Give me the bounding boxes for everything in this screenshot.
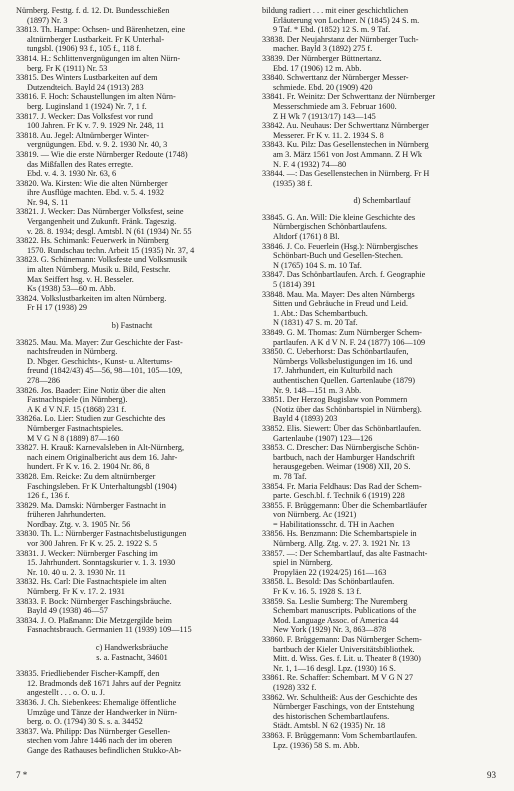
entry-line: spiel in Nürnberg. xyxy=(273,558,333,568)
entry-line: Z H Wk 7 (1913/17) 143—145 xyxy=(273,111,376,121)
entry-line: 33821. J. Wecker: Das Nürnberger Volksfest, seine xyxy=(16,207,184,217)
entry-line: stechen vom Jahre 1446 nach der im oberen xyxy=(27,736,173,746)
entry-line: Nr. 1, 1—16 desgl. Lpz. (1930) 16 S. xyxy=(273,663,396,673)
entry-line: Altdorf (1761) 8 Bl. xyxy=(273,232,340,242)
entry-line: 278—286 xyxy=(27,375,60,385)
entry-line: N. F. 4 (1932) 74—80 xyxy=(273,159,347,169)
bibliography-entry xyxy=(262,270,502,289)
entry-line: (1897) Nr. 3 xyxy=(27,15,68,25)
entry-line: das Mißfallen des Rates erregte. xyxy=(27,159,134,169)
entry-line: bildung radiert . . . mit einer geschichtlichen xyxy=(262,6,409,15)
entry-line: Fr H 17 (1938) 29 xyxy=(27,303,88,313)
bibliography-entry xyxy=(262,6,502,35)
bibliography-entry xyxy=(262,482,502,501)
entry-line: Nürnberger Faschings, von der Entstehung xyxy=(273,702,415,712)
entry-line: 33848. Mau. Ma. Mayer: Des alten Nürnbergs xyxy=(262,289,415,299)
bibliography-entry xyxy=(262,443,502,481)
entry-line: 33863. F. Brüggemann: Vom Schembartlaufen. xyxy=(262,730,418,740)
entry-line: 33861. Re. Schaffer: Schembart. M V G N 27 xyxy=(262,673,414,683)
entry-line: Vergangenheit und Zukunft. Fränk. Tageszig. xyxy=(27,217,177,227)
entry-line: von Nürnberg. Ac (1921) xyxy=(273,510,357,520)
entry-line: Nürnberger Fastnachtspieles. xyxy=(27,423,124,433)
bibliography-entry xyxy=(16,255,248,293)
entry-line: Mod. Language Assoc. of America 44 xyxy=(273,615,399,625)
entry-line: (1935) 38 f. xyxy=(273,178,313,188)
bibliography-entry xyxy=(262,169,502,188)
bibliography-entry xyxy=(262,395,502,424)
entry-line: 33827. H. Krauß: Karnevalsleben in Alt-Nürnberg, xyxy=(16,443,185,453)
entry-line: 33822. Hs. Schimank: Feuerwerk in Nürnberg xyxy=(16,236,169,246)
entry-line: bartbuch, nach der Hamburger Handschrift xyxy=(273,452,415,462)
bibliography-entry xyxy=(16,414,248,443)
entry-line: macher. Bayld 3 (1892) 275 f. xyxy=(273,44,373,54)
bibliography-entry xyxy=(16,669,248,698)
bibliography-entry xyxy=(16,179,248,208)
entry-line: 33860. F. Brüggemann: Das Nürnberger Schem- xyxy=(262,635,422,644)
bibliography-entry xyxy=(16,150,248,179)
entry-line: Faschingsleben. Fr K Unterhaltungsbl (1904) xyxy=(27,481,177,491)
bibliography-entry xyxy=(16,294,248,313)
bibliography-entry xyxy=(262,549,502,578)
entry-line: Gartenlaube (1907) 123—126 xyxy=(273,433,373,443)
entry-line: Bayld 4 (1893) 203 xyxy=(273,414,338,424)
bibliography-entry xyxy=(16,549,248,578)
entry-line: Umzüge und Tänze der Handwerker in Nürn- xyxy=(27,707,178,717)
entry-line: altnürnberger Lustbarkeit. Fr K Unterhal- xyxy=(27,34,165,44)
entry-line: = Habilitationsschr. d. TH in Aachen xyxy=(273,519,395,529)
bibliography-entry xyxy=(262,140,502,169)
entry-line: Nr. 9. 148—151 m. 3 Abb. xyxy=(273,385,362,395)
entry-line: 33844. —: Das Gesellenstechen in Nürnberg. Fr H xyxy=(262,169,430,179)
entry-line: Ebd. v. 4. 3. 1930 Nr. 63, 6 xyxy=(27,169,117,179)
entry-line: früheren Jahrhunderten. xyxy=(27,510,106,520)
entry-line: (Notiz über das Schönbartspiel in Nürnberg). xyxy=(273,404,422,414)
entry-line: berg. Luginsland 1 (1924) Nr. 7, 1 f. xyxy=(27,101,147,111)
bibliography-entry xyxy=(16,616,248,635)
entry-line: Ks (1938) 53—60 m. Abb. xyxy=(27,284,116,294)
entry-line: 33814. H.: Schlittenvergnügungen im alten Nürn- xyxy=(16,53,181,63)
entry-line: Nr. 94, S. 11 xyxy=(27,197,69,207)
entry-line: 33819. — Wie die erste Nürnberger Redoute (1748) xyxy=(16,149,188,159)
section-heading xyxy=(16,321,248,331)
entry-line: herausgegeben. Weimar (1908) XII, 20 S. xyxy=(273,462,411,472)
entry-line: Nürnbergischen Schönbartlaufens. xyxy=(273,222,387,232)
entry-line: freund (1842/43) 45—56, 98—101, 105—109, xyxy=(27,366,183,376)
entry-line: 33837. Wa. Philipp: Das Nürnberger Gesellen- xyxy=(16,726,171,736)
entry-line: angestellt . . . o. O. u. J. xyxy=(27,688,105,698)
entry-line: 33816. F. Hoch: Schaustellungen im alten Nürn- xyxy=(16,92,176,102)
entry-line: Sitten und Gebräuche in Freud und Leid. xyxy=(273,299,408,309)
entry-line: 100 Jahren. Fr K v. 7. 9. 1929 Nr. 248, 11 xyxy=(27,121,165,131)
entry-line: 33847. Das Schönbartlaufen. Arch. f. Geographie xyxy=(262,270,426,280)
entry-line: bartbuch der Kieler Universitätsbibliothek. xyxy=(273,644,415,654)
entry-line: 33835. Friedliebender Fischer-Kampff, den xyxy=(16,669,160,679)
entry-line: 33859. Sa. Leslie Sumberg: The Nuremberg xyxy=(262,596,408,606)
bibliography-entry xyxy=(16,727,248,756)
bibliography-entry xyxy=(262,731,502,750)
heading-line: s. a. Fastnacht, 34601 xyxy=(96,652,168,662)
entry-line: im alten Nürnberg. Musik u. Bild, Festschr. xyxy=(27,265,171,275)
bibliography-entry xyxy=(262,597,502,635)
entry-line: Nürnberg. Festtg. f. d. 12. Dt. Bundesschießen xyxy=(16,6,170,15)
bibliography-entry xyxy=(262,121,502,140)
entry-line: Nordbay. Ztg. v. 3. 1905 Nr. 56 xyxy=(27,519,131,529)
entry-line: 33823. G. Schünemann: Volksfeste und Volksmusik xyxy=(16,255,188,265)
bibliography-entry xyxy=(262,328,502,347)
entry-line: authentischen Quellen. Gartenlaube (1879) xyxy=(273,375,416,385)
entry-line: 17. Jahrhundert, ein Kulturbild nach xyxy=(273,366,393,376)
entry-line: 33854. Fr. Maria Feldhaus: Das Rad der Schem- xyxy=(262,481,422,491)
entry-line: 33832. Hs. Carl: Die Fastnachtspiele im alten xyxy=(16,577,167,587)
entry-line: 33826. Jos. Baader: Eine Notiz über die alten xyxy=(16,385,166,395)
entry-line: 1. Abt.: Das Schembartbuch. xyxy=(273,308,368,318)
bibliography-entry xyxy=(262,242,502,271)
bibliography-entry xyxy=(16,386,248,415)
bibliography-entry xyxy=(262,213,502,242)
entry-line: Fr K v. 16. 5. 1928 S. 13 f. xyxy=(273,587,362,597)
entry-line: 9 Taf. * Ebd. (1852) 12 S. m. 9 Taf. xyxy=(273,25,391,35)
entry-line: hundert. Fr K v. 16. 2. 1904 Nr. 86, 8 xyxy=(27,462,150,472)
bibliography-entry xyxy=(262,501,502,530)
entry-line: Bayld 49 (1938) 46—57 xyxy=(27,606,108,616)
bibliography-entry xyxy=(262,693,502,731)
entry-line: Nr. 10. 40 u. 2. 3. 1930 Nr. 11 xyxy=(27,567,126,577)
entry-line: N (1831) 47 S. m. 20 Taf. xyxy=(273,318,358,328)
entry-line: 33818. Au. Jegel: Altnürnberger Winter- xyxy=(16,130,150,140)
entry-line: 33839. Der Nürnberger Büttnertanz. xyxy=(262,53,382,63)
entry-line: 15. Jahrhundert. Sonntagskurier v. 1. 3. 1930 xyxy=(27,558,176,568)
entry-line: 33817. J. Wecker: Das Volksfest vor rund xyxy=(16,111,153,121)
heading-line: d) Schembartlauf xyxy=(353,196,411,206)
entry-line: 1570. Rundschau techn. Arbeit 15 (1935) Nr. 37, 4 xyxy=(27,245,195,255)
entry-line: des historischen Schembartlaufens. xyxy=(273,711,390,721)
entry-line: 33858. L. Besold: Das Schönbartlaufen. xyxy=(262,577,395,587)
bibliography-entry xyxy=(16,577,248,596)
entry-line: Messerer. Fr K v. 11. 2. 1934 S. 8 xyxy=(273,130,384,140)
bibliography-entry xyxy=(262,290,502,328)
bibliography-entry xyxy=(16,25,248,54)
entry-line: 33850. C. Ueberhorst: Das Schönbartlaufen, xyxy=(262,347,409,357)
entry-line: schmiede. Ebd. 20 (1909) 420 xyxy=(273,82,373,92)
entry-line: 33838. Der Neujahrstanz der Nürnberger Tuch- xyxy=(262,34,419,44)
entry-line: M V G N 8 (1889) 87—160 xyxy=(27,433,120,443)
entry-line: 33855. F. Brüggemann: Über die Schembartläufer xyxy=(262,500,427,510)
entry-line: 33829. Ma. Damski: Nürnberger Fastnacht in xyxy=(16,500,166,510)
entry-line: 33845. G. An. Will: Die kleine Geschichte des xyxy=(262,212,416,222)
entry-line: Erläuterung von Lochner. N (1845) 24 S. m. xyxy=(273,15,420,25)
bibliography-entry xyxy=(16,443,248,472)
entry-line: 33857. —: Der Schembartlauf, das alte Fastnacht- xyxy=(262,548,428,558)
bibliography-entry xyxy=(16,54,248,73)
entry-line: parte. Gesch.bl. f. Technik 6 (1919) 228 xyxy=(273,491,405,501)
bibliography-entry xyxy=(262,35,502,54)
entry-line: 33853. C. Drescher: Das Nürnbergische Schön- xyxy=(262,443,420,453)
bibliography-entry xyxy=(262,54,502,73)
section-heading xyxy=(16,643,248,662)
entry-line: 33849. G. M. Thomas: Zum Nürnberger Schem- xyxy=(262,328,422,337)
entry-line: Nürnberg. Fr K v. 17. 2. 1931 xyxy=(27,587,125,597)
left-column xyxy=(16,6,248,756)
entry-line: m. 78 Taf. xyxy=(273,471,307,481)
entry-line: Schembart manuscripts. Publications of the xyxy=(273,606,417,616)
entry-line: Städt. Amtsbl. N 62 (1935) Nr. 18 xyxy=(273,721,386,731)
entry-line: 33820. Wa. Kirsten: Wie die alten Nürnberger xyxy=(16,178,168,188)
bibliography-entry xyxy=(16,112,248,131)
bibliography-entry xyxy=(16,131,248,150)
bibliography-entry xyxy=(16,236,248,255)
entry-line: 33852. Elis. Siewert: Über das Schönbartlaufen. xyxy=(262,423,422,433)
entry-line: Ebd. 17 (1906) 12 m. Abb. xyxy=(273,63,362,73)
entry-line: Messerschmiede am 3. Februar 1600. xyxy=(273,101,397,111)
entry-line: Nürnbergs Volksbelustigungen im 16. und xyxy=(273,356,413,366)
entry-line: 33824. Volkslustbarkeiten im alten Nürnberg. xyxy=(16,293,167,303)
bibliography-entry xyxy=(262,635,502,673)
entry-line: Fastnachtspiele (in Nürnberg). xyxy=(27,395,128,405)
entry-line: tungsbl. (1906) 93 f., 105 f., 118 f. xyxy=(27,44,142,54)
entry-line: 33828. Em. Reicke: Zu dem altnürnberger xyxy=(16,471,156,481)
entry-line: berg. Fr K (1911) Nr. 53 xyxy=(27,63,108,73)
entry-line: Fasnachtsbrauch. Germanien 11 (1939) 109—115 xyxy=(27,625,192,635)
entry-line: 12. Bradmonds deß 1671 Jahrs auf der Pegnitz xyxy=(27,678,181,688)
entry-line: 33825. Mau. Ma. Mayer: Zur Geschichte der Fast- xyxy=(16,337,183,347)
entry-line: vergnügungen. Ebd. v. 9. 2. 1930 Nr. 40, 3 xyxy=(27,140,168,150)
entry-line: 33826a. Lo. Lier: Studien zur Geschichte des xyxy=(16,414,166,424)
bibliography-entry xyxy=(262,673,502,692)
entry-line: (1928) 332 f. xyxy=(273,682,317,692)
entry-line: nachtsfreuden in Nürnberg. xyxy=(27,347,118,357)
entry-line: Dutzendteich. Bayld 24 (1913) 283 xyxy=(27,82,144,92)
entry-line: 33862. Wr. Schultheiß: Aus der Geschichte des xyxy=(262,692,418,702)
entry-line: nach einem Originalbericht aus dem 16. Jahr- xyxy=(27,452,178,462)
bibliography-entry xyxy=(16,6,248,25)
entry-line: 33831. J. Wecker: Nürnberger Fasching im xyxy=(16,548,158,558)
bibliography-entry xyxy=(262,92,502,121)
bibliography-entry xyxy=(16,207,248,236)
heading-line: b) Fastnacht xyxy=(111,321,153,330)
entry-line: 33815. Des Winters Lustbarkeiten auf dem xyxy=(16,73,158,83)
heading-line: c) Handwerksbräuche xyxy=(95,643,169,652)
bibliography-entry xyxy=(16,472,248,501)
entry-line: 126 f., 136 f. xyxy=(27,491,70,501)
bibliography-entry xyxy=(16,92,248,111)
entry-line: 33841. Fr. Weinitz: Der Schwerttanz der Nürnberger xyxy=(262,92,436,102)
bibliography-entry xyxy=(16,597,248,616)
entry-line: 5 (1814) 391 xyxy=(273,280,316,290)
entry-line: partlaufen. A K d V N. F. 24 (1877) 106—109 xyxy=(273,337,426,347)
entry-line: Lpz. (1936) 58 S. m. Abb. xyxy=(273,740,360,750)
bibliography-entry xyxy=(262,577,502,596)
bibliography-entry xyxy=(262,424,502,443)
entry-line: Mitt. d. Wiss. Ges. f. Lit. u. Theater 8 (1930) xyxy=(273,654,421,664)
entry-line: Gange des Rathauses befindlichen Stukko-Ab- xyxy=(27,745,182,755)
entry-line: Propyläen 22 (1924/25) 161—163 xyxy=(273,567,387,577)
section-heading xyxy=(262,196,502,206)
bibliography-entry xyxy=(16,338,248,386)
bibliography-entry xyxy=(262,347,502,395)
entry-line: vor 300 Jahren. Fr K v. 25. 2. 1922 S. 5 xyxy=(27,539,158,549)
right-column xyxy=(262,6,502,750)
entry-line: Max Seiffert hsg. v. H. Besseler. xyxy=(27,274,134,284)
entry-line: 33840. Schwerttanz der Nürnberger Messer- xyxy=(262,73,409,83)
entry-line: ihre Ausflüge machten. Ebd. v. 5. 4. 1932 xyxy=(27,188,164,198)
bibliography-entry xyxy=(262,529,502,548)
entry-line: berg. o. O. (1794) 30 S. s. a. 34452 xyxy=(27,717,143,727)
bibliography-entry xyxy=(262,73,502,92)
entry-line: 33833. F. Bock: Nürnberger Faschingsbräuche. xyxy=(16,596,172,606)
bibliography-entry xyxy=(16,73,248,92)
entry-line: 33843. Ku. Pilz: Das Gesellenstechen in Nürnberg xyxy=(262,140,429,150)
entry-line: D. Nbger. Geschichts-, Kunst- u. Altertums- xyxy=(27,356,173,366)
bibliography-entry xyxy=(16,501,248,530)
entry-line: 33830. Th. L.: Nürnberger Fastnachtsbelustigungen xyxy=(16,529,187,539)
signature-mark: 7 * xyxy=(16,770,28,780)
entry-line: 33836. J. Ch. Siebenkees: Ehemalige öffentliche xyxy=(16,697,177,707)
entry-line: New York (1929) Nr. 3, 863—878 xyxy=(273,625,387,635)
entry-line: 33851. Der Herzog Bugislaw von Pommern xyxy=(262,395,408,405)
entry-line: Schönbart-Buch und Gesellen-Stechen. xyxy=(273,251,403,261)
entry-line: am 3. März 1561 von Jost Ammann. Z H Wk xyxy=(273,149,423,159)
entry-line: Nürnberg. Allg. Ztg. v. 27. 3. 1921 Nr. 13 xyxy=(273,539,411,549)
entry-line: A K d V N.F. 15 (1868) 231 f. xyxy=(27,404,127,414)
entry-line: 33813. Th. Hampe: Ochsen- und Bärenhetzen, eine xyxy=(16,25,186,35)
page-number: 93 xyxy=(487,770,496,780)
entry-line: v. 28. 8. 1934; desgl. Amtsbl. N (61 (1934) Nr. 55 xyxy=(27,226,192,236)
entry-line: 33856. Hs. Benzmann: Die Schembartspiele in xyxy=(262,529,417,539)
entry-line: 33846. J. Co. Feuerlein (Hsg.): Nürnbergisches xyxy=(262,241,418,251)
bibliography-entry xyxy=(16,698,248,727)
entry-line: N (1765) 104 S. m. 10 Taf. xyxy=(273,260,362,270)
bibliography-entry xyxy=(16,529,248,548)
entry-line: 33834. J. O. Plaßmann: Die Metzgergilde beim xyxy=(16,615,172,625)
entry-line: 33842. Au. Neuhaus: Der Schwerttanz Nürnberger xyxy=(262,121,429,131)
